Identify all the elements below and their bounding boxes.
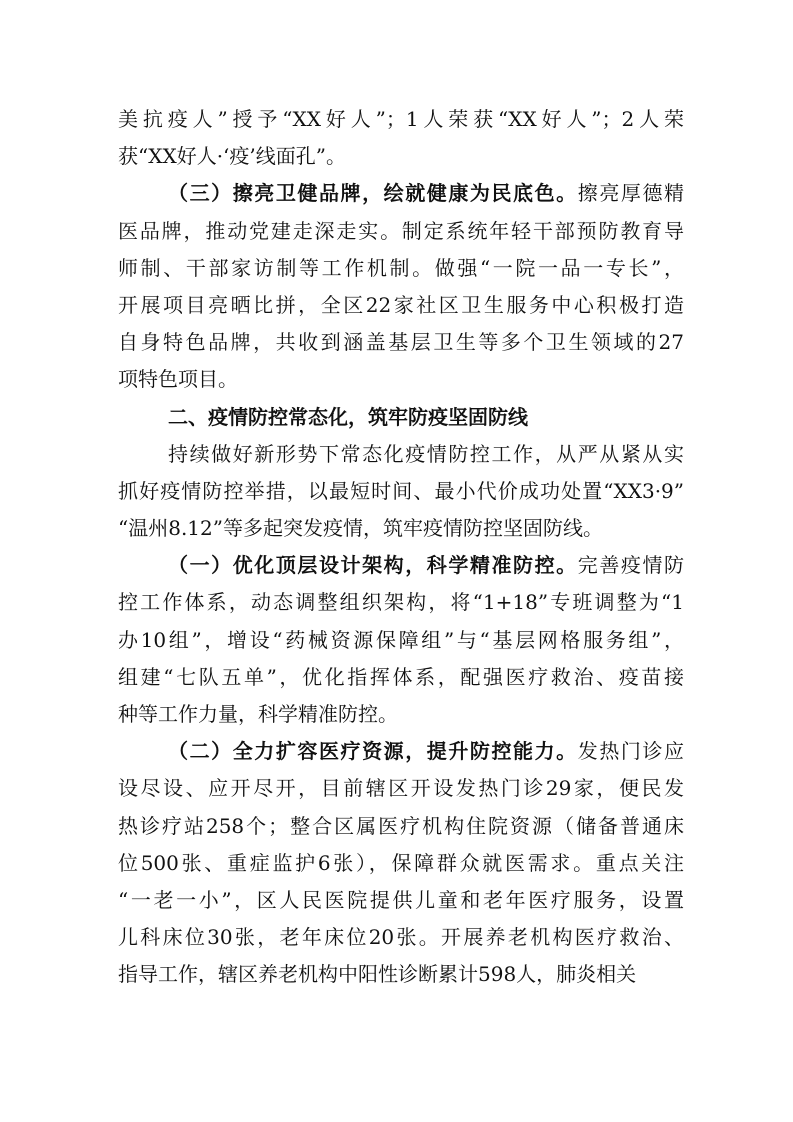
paragraph [118, 733, 684, 993]
paragraph [118, 547, 684, 733]
line-text: “一老一小”，区人民医院提供儿童和老年医疗服务，设置 [118, 887, 684, 912]
line-text: 儿科床位30张，老年床位20张。开展养老机构医疗救治、 [118, 925, 684, 950]
line-text: 自身特色品牌，共收到涵盖基层卫生等多个卫生领域的27 [118, 330, 684, 355]
section-heading [118, 399, 684, 436]
text-line [118, 473, 684, 510]
line-text: 师制、干部家访制等工作机制。做强“一院一品一专长”， [118, 255, 684, 280]
paragraph-lead-in: （三）擦亮卫健品牌，绘就健康为民底色。 [168, 181, 578, 206]
text-line [118, 659, 684, 696]
text-line [118, 138, 684, 175]
text-line [118, 808, 684, 845]
line-text: 二、疫情防控常态化，筑牢防疫坚固防线 [168, 404, 528, 429]
text-line [118, 175, 684, 212]
line-text: 美抗疫人”授予“XX好人”；1人荣获“XX好人”；2人荣 [118, 107, 684, 131]
text-line [118, 399, 684, 436]
text-line [118, 882, 684, 919]
paragraph [118, 436, 684, 548]
text-line [118, 436, 684, 473]
line-text: 获“XX好人·‘疫’线面孔”。 [118, 144, 346, 169]
line-text: 持续做好新形势下常态化疫情防控工作，从严从紧从实 [168, 441, 684, 466]
text-line [118, 733, 684, 770]
text-line [118, 361, 684, 398]
text-line [118, 547, 684, 584]
text-line [118, 956, 684, 993]
line-text: 项特色项目。 [118, 367, 238, 392]
line-text: 设尽设、应开尽开，目前辖区开设发热门诊29家，便民发 [118, 776, 684, 801]
line-text: 热诊疗站258个；整合区属医疗机构住院资源（储备普通床 [118, 813, 684, 838]
text-line [118, 510, 684, 547]
line-text: 控工作体系，动态调整组织架构，将“1+18”专班调整为“1 [118, 590, 684, 615]
text-line [118, 213, 684, 250]
paragraph [118, 175, 684, 398]
text-line [118, 287, 684, 324]
text-line [118, 622, 684, 659]
text-line [118, 324, 684, 361]
line-text: 完善疫情防 [577, 553, 685, 578]
line-text: 指导工作，辖区养老机构中阳性诊断累计598人，肺炎相关 [118, 962, 637, 987]
text-line [118, 101, 684, 138]
line-text: 位500张、重症监护6张），保障群众就医需求。重点关注 [118, 850, 684, 875]
line-text: 组建“七队五单”，优化指挥体系，配强医疗救治、疫苗接 [118, 664, 684, 689]
text-line [118, 696, 684, 733]
text-line [118, 845, 684, 882]
text-line [118, 919, 684, 956]
text-line [118, 770, 684, 807]
line-text: 种等工作力量，科学精准防控。 [118, 702, 398, 726]
line-text: 开展项目亮晒比拼，全区22家社区卫生服务中心积极打造 [118, 292, 684, 317]
line-text: 医品牌，推动党建走深走实。制定系统年轻干部预防教育导 [118, 218, 684, 243]
paragraph-lead-in: （一）优化顶层设计架构，科学精准防控。 [168, 553, 578, 578]
line-text: 发热门诊应 [577, 739, 685, 764]
line-text: 擦亮厚德精 [577, 181, 685, 206]
paragraph [118, 101, 684, 175]
line-text: “温州8.12”等多起突发疫情，筑牢疫情防控坚固防线。 [118, 516, 603, 541]
document-page [118, 101, 684, 994]
paragraph-lead-in: （二）全力扩容医疗资源，提升防控能力。 [168, 739, 578, 764]
text-line [118, 584, 684, 621]
line-text: 办10组”，增设“药械资源保障组”与“基层网格服务组”， [118, 627, 684, 652]
text-line [118, 250, 684, 287]
line-text: 抓好疫情防控举措，以最短时间、最小代价成功处置“XX3·9” [118, 478, 684, 503]
